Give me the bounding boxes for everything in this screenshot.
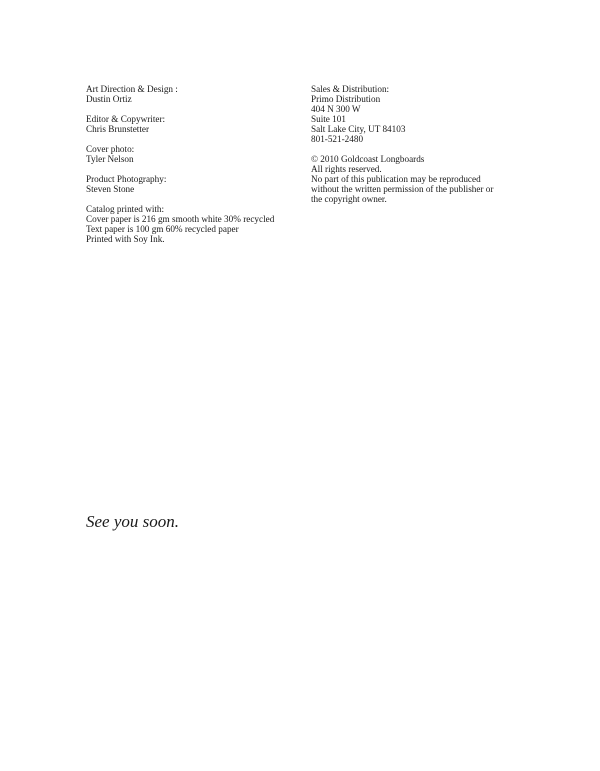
printing-credit — [86, 204, 301, 244]
printing-detail: Printed with Soy Ink. — [86, 234, 165, 244]
printing-detail: Cover paper is 216 gm smooth white 30% recycled — [86, 214, 275, 224]
credit-name: Steven Stone — [86, 184, 135, 194]
rights-line: without the written permission of the publisher or — [311, 184, 494, 194]
rights-line: the copyright owner. — [311, 194, 387, 204]
distribution-heading: Sales & Distribution: — [311, 84, 390, 94]
credit-heading: Art Direction & Design : — [86, 84, 178, 94]
credit-name: Dustin Ortiz — [86, 94, 132, 104]
closing-message: See you soon. — [86, 512, 180, 531]
credits-column — [86, 84, 301, 254]
address-city: Salt Lake City, UT 84103 — [311, 124, 406, 134]
sales-distribution-info — [311, 84, 526, 144]
copyright-notice — [311, 154, 526, 204]
phone-number: 801-521-2480 — [311, 134, 364, 144]
credit-heading: Cover photo: — [86, 144, 135, 154]
credit-name: Chris Brunstetter — [86, 124, 150, 134]
distributor-name: Primo Distribution — [311, 94, 381, 104]
credit-name: Tyler Nelson — [86, 154, 134, 164]
distribution-column — [311, 84, 526, 214]
credit-heading: Editor & Copywriter: — [86, 114, 166, 124]
address-street: 404 N 300 W — [311, 104, 361, 114]
address-suite: Suite 101 — [311, 114, 346, 124]
copyright-line: © 2010 Goldcoast Longboards — [311, 154, 425, 164]
credit-heading: Catalog printed with: — [86, 204, 165, 214]
rights-line: No part of this publication may be reproduced — [311, 174, 481, 184]
printing-detail: Text paper is 100 gm 60% recycled paper — [86, 224, 239, 234]
cover-photo-credit — [86, 144, 301, 164]
product-photography-credit — [86, 174, 301, 194]
rights-line: All rights reserved. — [311, 164, 382, 174]
credit-heading: Product Photography: — [86, 174, 167, 184]
editor-credit — [86, 114, 301, 134]
art-direction-credit — [86, 84, 301, 104]
